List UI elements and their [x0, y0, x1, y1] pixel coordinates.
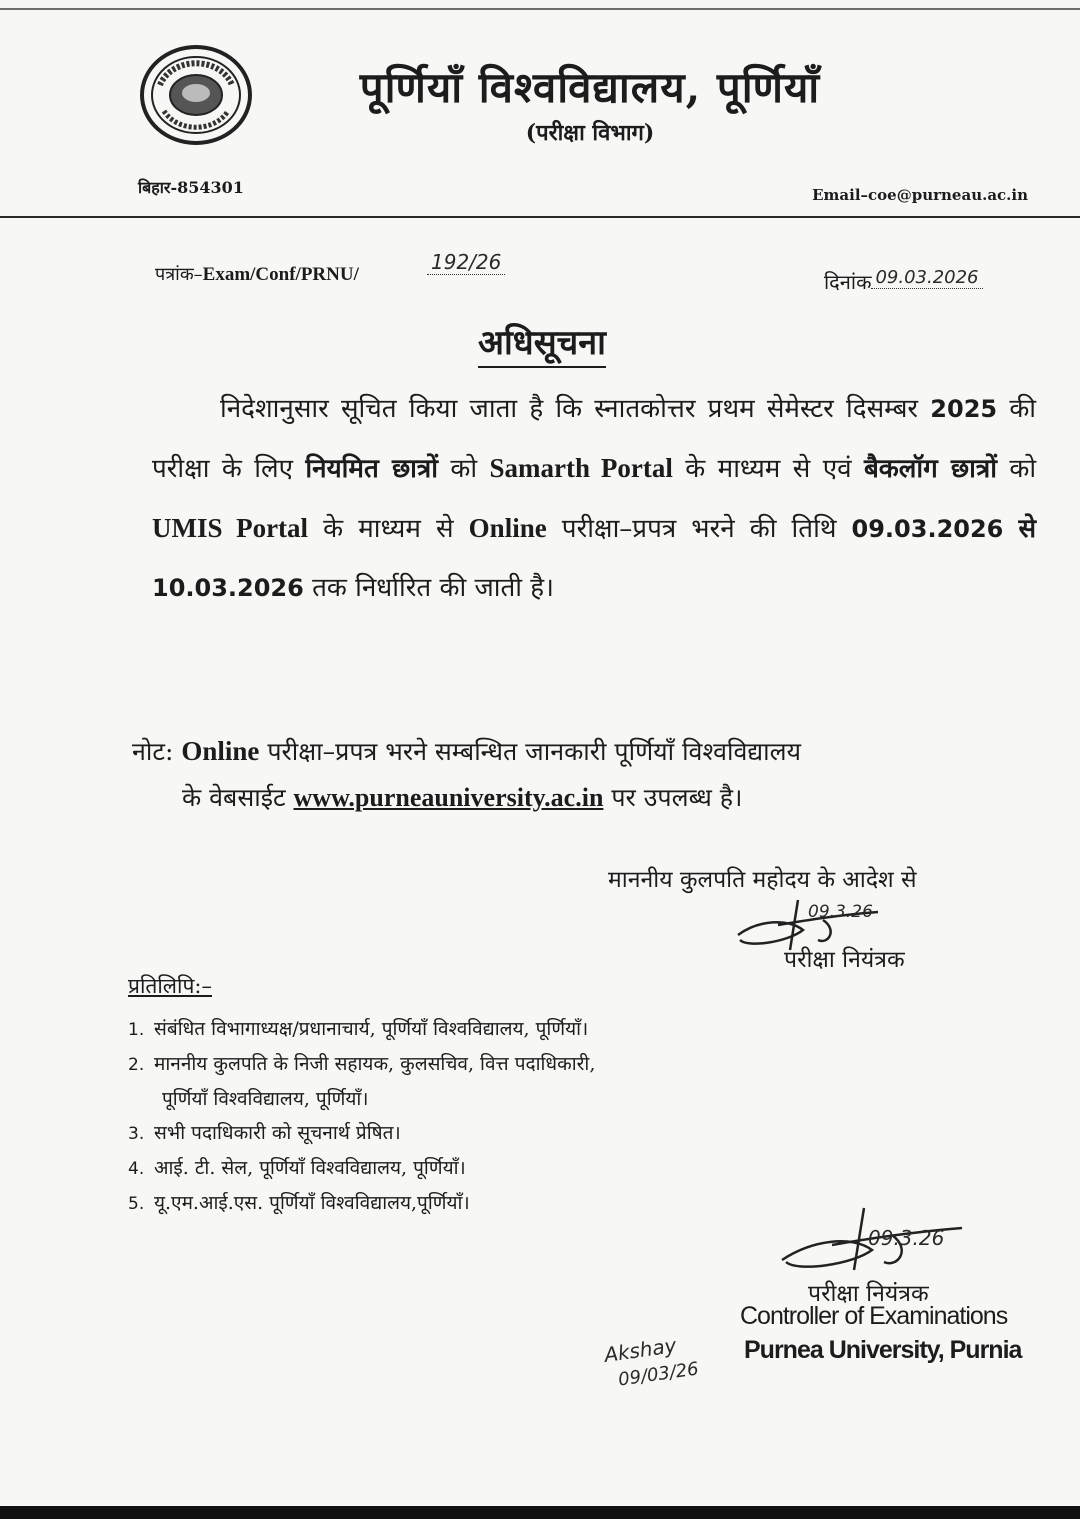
reference-code: Exam/Conf/PRNU/	[202, 264, 359, 285]
start-date: 09.03.2026	[851, 515, 1004, 543]
final-signature-date: 09.3.26	[868, 1226, 945, 1250]
item-text: संबंधित विभागाध्यक्ष/प्रधानाचार्य, पूर्णियाँ विश्वविद्यालय, पूर्णियाँ।	[154, 1018, 589, 1040]
note-text: पर उपलब्ध है।	[611, 783, 743, 812]
body-text: से	[1018, 514, 1037, 544]
controller-designation: परीक्षा नियंत्रक	[784, 947, 905, 973]
top-border-line	[0, 8, 1080, 10]
online-text: Online	[468, 513, 547, 543]
signature-date: 09.3.26	[808, 902, 873, 922]
bottom-edge	[0, 1506, 1080, 1519]
controller-designation-hindi: परीक्षा नियंत्रक	[808, 1281, 929, 1307]
umis-portal-text: UMIS Portal	[152, 513, 309, 543]
regular-students-text: नियमित छात्रों	[305, 454, 438, 484]
body-text: के माध्यम से	[323, 514, 454, 544]
body-text: को	[1009, 454, 1037, 484]
order-text: माननीय कुलपति महोदय के आदेश से	[608, 867, 917, 893]
reference-label: पत्रांक–	[155, 264, 203, 285]
body-text: की परीक्षा के लिए	[152, 394, 1037, 484]
item-number: 2.	[128, 1055, 145, 1075]
item-number: 5.	[128, 1194, 145, 1214]
list-item	[128, 1047, 828, 1082]
copy-label: प्रतिलिपि:–	[128, 974, 212, 998]
date-label: दिनांक	[824, 270, 872, 294]
notice-heading: अधिसूचना	[478, 318, 606, 368]
item-number: 3.	[128, 1124, 145, 1144]
date-handwritten: 09.03.2026	[871, 267, 982, 289]
list-item	[128, 1186, 828, 1221]
university-seal-logo	[140, 45, 252, 145]
backlog-students-text: बैकलॉग छात्रों	[863, 454, 997, 484]
body-text: के माध्यम से एवं	[685, 454, 852, 484]
department-name: (परीक्षा विभाग)	[525, 120, 655, 146]
copy-list	[128, 1012, 828, 1221]
note-text: परीक्षा–प्रपत्र भरने सम्बन्धित जानकारी पूर्णियाँ विश्वविद्यालय	[267, 737, 802, 766]
university-name-english: Purnea University, Purnia	[744, 1336, 1022, 1364]
initials-date: 09/03/26	[616, 1358, 700, 1391]
note-block	[132, 728, 1012, 821]
body-text: को	[450, 454, 478, 484]
item-text: सभी पदाधिकारी को सूचनार्थ प्रेषित।	[154, 1122, 401, 1144]
note-text: के वेबसाईट	[182, 783, 286, 812]
website-link[interactable]: www.purneauniversity.ac.in	[293, 783, 604, 812]
item-text: आई. टी. सेल, पूर्णियाँ विश्वविद्यालय, पूर्णियाँ।	[154, 1157, 466, 1179]
list-item-continuation: पूर्णियाँ विश्वविद्यालय, पूर्णियाँ।	[162, 1088, 369, 1110]
university-title: पूर्णियाँ विश्वविद्यालय, पूर्णियाँ	[359, 63, 821, 112]
item-number: 1.	[128, 1020, 145, 1040]
header-divider	[0, 216, 1080, 218]
samarth-portal-text: Samarth Portal	[489, 453, 673, 483]
body-text: परीक्षा–प्रपत्र भरने की तिथि	[561, 514, 837, 544]
clerk-initials: Akshay	[602, 1333, 678, 1367]
body-text: निदेशानुसार सूचित किया जाता है कि स्नातकोत्तर प्रथम सेमेस्टर दिसम्बर	[220, 394, 919, 424]
letter-date	[824, 268, 983, 295]
item-text: यू.एम.आई.एस. पूर्णियाँ विश्वविद्यालय,पूर्णियाँ।	[154, 1192, 470, 1214]
list-item	[128, 1012, 828, 1047]
reference-handwritten-number: 192/26	[427, 250, 505, 275]
note-label: नोट:	[132, 737, 174, 766]
exam-year: 2025	[930, 395, 998, 423]
end-date: 10.03.2026	[152, 574, 304, 602]
reference-number	[155, 250, 502, 286]
item-text: माननीय कुलपति के निजी सहायक, कुलसचिव, वित्त पदाधिकारी,	[154, 1053, 596, 1075]
item-number: 4.	[128, 1159, 145, 1179]
notice-body	[152, 380, 1036, 618]
email-address: Email–coe@purneau.ac.in	[812, 186, 1028, 204]
state-pincode: बिहार-854301	[138, 178, 244, 197]
list-item	[128, 1151, 828, 1186]
list-item	[128, 1116, 828, 1151]
controller-designation-english: Controller of Examinations	[740, 1302, 1008, 1330]
body-text: तक निर्धारित की जाती है।	[312, 573, 554, 603]
note-online: Online	[181, 736, 260, 766]
